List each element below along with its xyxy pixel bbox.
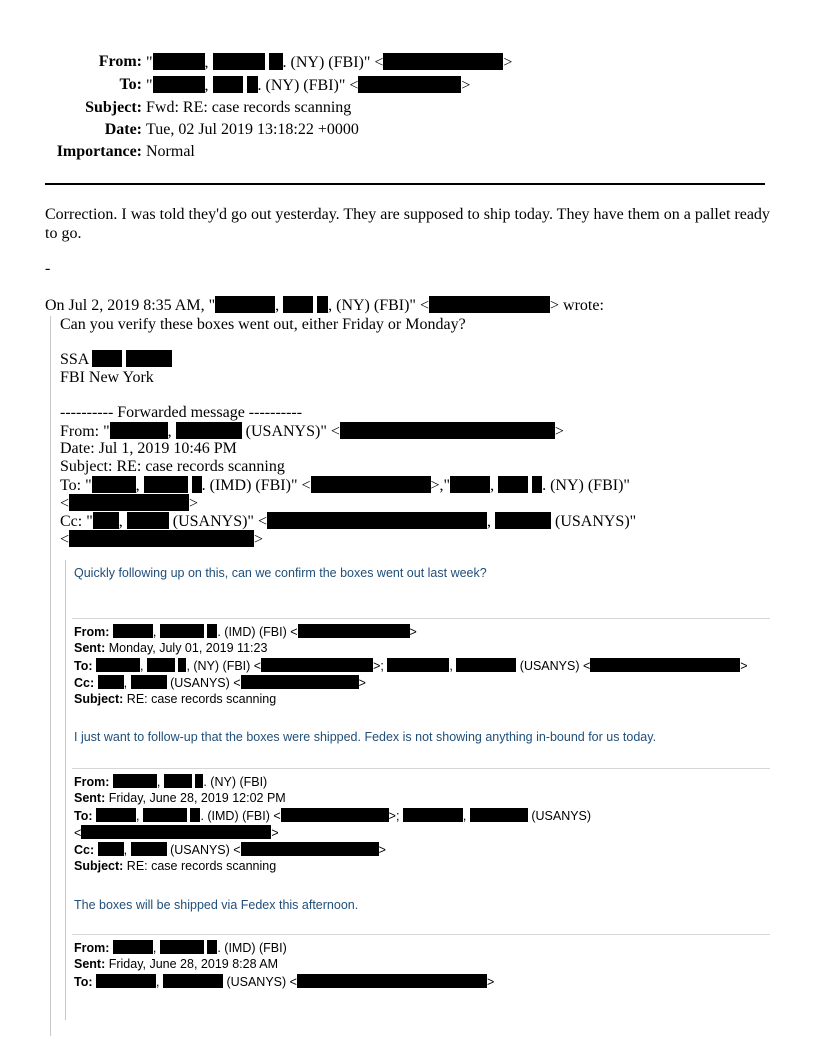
redaction bbox=[147, 658, 175, 672]
redaction bbox=[92, 350, 122, 367]
redaction bbox=[164, 774, 192, 788]
redaction bbox=[98, 675, 124, 689]
msg1-subject-value: RE: case records scanning bbox=[126, 692, 277, 706]
signature-title: SSA bbox=[60, 351, 89, 368]
msg2-body: The boxes will be shipped via Fedex this afternoon. bbox=[74, 898, 359, 912]
fwd-to-mid2: >," bbox=[430, 477, 451, 494]
redaction bbox=[358, 76, 461, 93]
redaction bbox=[96, 658, 140, 672]
redaction bbox=[207, 940, 217, 954]
msg2-to-cont: < > bbox=[74, 826, 279, 840]
msg2-from-label: From: bbox=[74, 775, 110, 789]
redaction bbox=[93, 512, 119, 529]
msg2-cc: Cc: , (USANYS) < > bbox=[74, 843, 386, 857]
msg2-to: To: , . (IMD) (FBI) < >; , (USANYS) bbox=[74, 809, 592, 823]
redaction bbox=[153, 53, 205, 70]
msg3-sent-value: Friday, June 28, 2019 8:28 AM bbox=[108, 957, 279, 971]
msg1-subject bbox=[74, 692, 276, 706]
msg1-to-usanys: (USANYS) < bbox=[519, 659, 591, 673]
forwarded-date: Date: Jul 1, 2019 10:46 PM bbox=[60, 440, 237, 457]
redaction bbox=[470, 808, 528, 822]
redaction bbox=[261, 658, 373, 672]
redaction bbox=[456, 658, 516, 672]
msg1-cc-mid: (USANYS) < bbox=[170, 676, 241, 690]
signature-line2: FBI New York bbox=[60, 369, 154, 386]
redaction bbox=[403, 808, 463, 822]
msg2-to-usanys: (USANYS) bbox=[531, 809, 592, 823]
msg1-to-label: To: bbox=[74, 659, 93, 673]
redaction bbox=[267, 512, 487, 529]
msg1-body: I just want to follow-up that the boxes were shipped. Fedex is not showing anything in-bound for us today. bbox=[74, 730, 657, 744]
redaction bbox=[311, 476, 431, 493]
fwd-from-prefix: From: " bbox=[60, 423, 110, 440]
attribution-mid: , (NY) (FBI)" < bbox=[328, 297, 429, 314]
to-value: " , . (NY) (FBI)" < > bbox=[146, 77, 471, 94]
redaction bbox=[207, 624, 217, 638]
redaction bbox=[81, 825, 271, 839]
msg2-sent-label: Sent: bbox=[74, 791, 106, 805]
msg1-from-label: From: bbox=[74, 625, 110, 639]
message-separator bbox=[72, 934, 770, 935]
redaction bbox=[498, 476, 528, 493]
fwd-to-prefix: To: " bbox=[60, 477, 92, 494]
attribution-suffix: > wrote: bbox=[549, 297, 604, 314]
redaction bbox=[69, 530, 254, 547]
redaction bbox=[298, 624, 410, 638]
signature-line1 bbox=[60, 350, 172, 369]
msg1-sent bbox=[74, 641, 267, 655]
msg1-subject-label: Subject: bbox=[74, 692, 124, 706]
msg1-cc-label: Cc: bbox=[74, 676, 95, 690]
from-text: . (NY) (FBI)" < bbox=[282, 54, 384, 71]
msg2-to-mid: . (IMD) (FBI) < bbox=[200, 809, 281, 823]
redaction bbox=[247, 76, 258, 93]
msg1-sent-value: Monday, July 01, 2019 11:23 bbox=[108, 641, 268, 655]
redaction bbox=[340, 422, 555, 439]
redaction bbox=[297, 974, 487, 988]
msg2-from: From: , . (NY) (FBI) bbox=[74, 775, 268, 789]
redaction bbox=[429, 296, 550, 313]
header-from-row bbox=[0, 53, 816, 73]
importance-label: Importance: bbox=[56, 143, 142, 160]
redaction bbox=[144, 476, 188, 493]
redaction bbox=[241, 675, 359, 689]
redaction bbox=[113, 940, 153, 954]
forwarded-subject: Subject: RE: case records scanning bbox=[60, 458, 285, 475]
redaction bbox=[241, 842, 379, 856]
msg3-to-label: To: bbox=[74, 975, 93, 989]
msg1-from-suffix: . (IMD) (FBI) < bbox=[217, 625, 298, 639]
header-importance-row bbox=[0, 143, 816, 163]
fwd-cc-suffix: (USANYS)" bbox=[554, 513, 637, 530]
redaction bbox=[532, 476, 542, 493]
message-separator bbox=[72, 618, 770, 619]
redaction bbox=[450, 476, 490, 493]
msg2-cc-label: Cc: bbox=[74, 843, 95, 857]
quoted-question: Can you verify these boxes went out, either Friday or Monday? bbox=[60, 316, 466, 333]
redaction bbox=[110, 422, 168, 439]
msg3-from-suffix: . (IMD) (FBI) bbox=[217, 941, 287, 955]
reply-attribution: On Jul 2, 2019 8:35 AM, " , , (NY) (FBI)" < > wrote: bbox=[45, 297, 604, 314]
to-label: To: bbox=[119, 76, 142, 93]
subject-value: Fwd: RE: case records scanning bbox=[146, 99, 352, 116]
msg2-sent bbox=[74, 791, 286, 805]
forwarded-marker: ---------- Forwarded message ---------- bbox=[60, 404, 303, 421]
redaction bbox=[495, 512, 551, 529]
to-text: . (NY) (FBI)" < bbox=[257, 77, 359, 94]
msg1-to: To: , , (NY) (FBI) < >; , (USANYS) < > bbox=[74, 659, 748, 673]
msg1-from: From: , . (IMD) (FBI) < > bbox=[74, 625, 417, 639]
redaction bbox=[96, 974, 156, 988]
redaction bbox=[383, 53, 503, 70]
msg3-from-label: From: bbox=[74, 941, 110, 955]
msg2-from-suffix: . (NY) (FBI) bbox=[203, 775, 268, 789]
redaction bbox=[160, 624, 204, 638]
msg3-from: From: , . (IMD) (FBI) bbox=[74, 941, 287, 955]
redaction bbox=[192, 476, 202, 493]
redaction bbox=[176, 422, 242, 439]
redaction bbox=[269, 53, 283, 70]
date-label: Date: bbox=[104, 121, 142, 138]
redaction bbox=[131, 842, 167, 856]
msg2-to-label: To: bbox=[74, 809, 93, 823]
from-label: From: bbox=[98, 53, 142, 70]
redaction bbox=[153, 76, 205, 93]
fwd-from-suffix: (USANYS)" < bbox=[245, 423, 340, 440]
date-value: Tue, 02 Jul 2019 13:18:22 +0000 bbox=[146, 121, 359, 138]
inner-quote-bar bbox=[65, 560, 66, 1020]
fwd-cc-prefix: Cc: " bbox=[60, 513, 93, 530]
redaction bbox=[92, 476, 136, 493]
body-paragraph: Correction. I was told they'd go out yesterday. They are supposed to ship today. They have them on a pallet ready to go. bbox=[45, 206, 770, 242]
forwarded-from: From: " , (USANYS)" < > bbox=[60, 423, 564, 440]
redaction bbox=[113, 624, 153, 638]
fwd-cc-mid: (USANYS)" < bbox=[172, 513, 267, 530]
fwd-to-suffix: . (NY) (FBI)" bbox=[542, 477, 630, 494]
forwarded-to-cont: < > bbox=[60, 495, 199, 512]
body-dash: - bbox=[45, 260, 51, 277]
header-divider bbox=[45, 183, 765, 185]
subject-label: Subject: bbox=[85, 99, 142, 116]
redaction bbox=[143, 808, 187, 822]
redaction bbox=[131, 675, 167, 689]
redaction bbox=[96, 808, 136, 822]
forwarded-cc-cont: < > bbox=[60, 531, 264, 548]
redaction bbox=[113, 774, 157, 788]
quote-bar bbox=[50, 316, 51, 1036]
redaction bbox=[98, 842, 124, 856]
redaction bbox=[127, 512, 169, 529]
redaction bbox=[163, 974, 223, 988]
msg3-sent bbox=[74, 957, 278, 971]
msg1-sent-label: Sent: bbox=[74, 641, 106, 655]
redaction bbox=[283, 296, 313, 313]
msg3-to: To: , (USANYS) < > bbox=[74, 975, 495, 989]
redaction bbox=[590, 658, 740, 672]
msg2-subject-value: RE: case records scanning bbox=[126, 859, 277, 873]
redaction bbox=[190, 808, 200, 822]
redaction bbox=[213, 76, 243, 93]
fwd-to-mid1: . (IMD) (FBI)" < bbox=[201, 477, 311, 494]
forwarded-cc: Cc: " , (USANYS)" < , (USANYS)" bbox=[60, 513, 637, 530]
msg2-subject bbox=[74, 859, 276, 873]
msg2-sent-value: Friday, June 28, 2019 12:02 PM bbox=[108, 791, 286, 805]
msg2-cc-mid: (USANYS) < bbox=[170, 843, 241, 857]
reply-followup-text: Quickly following up on this, can we confirm the boxes went out last week? bbox=[74, 566, 487, 580]
message-separator bbox=[72, 768, 770, 769]
redaction bbox=[69, 494, 189, 511]
redaction bbox=[126, 350, 172, 367]
redaction bbox=[317, 296, 328, 313]
header-subject-row bbox=[0, 99, 816, 119]
header-to-row bbox=[0, 76, 816, 96]
redaction bbox=[160, 940, 204, 954]
header-date-row bbox=[0, 121, 816, 141]
from-value: " , . (NY) (FBI)" < > bbox=[146, 54, 513, 71]
msg1-to-mid: , (NY) (FBI) < bbox=[186, 659, 262, 673]
msg2-subject-label: Subject: bbox=[74, 859, 124, 873]
importance-value: Normal bbox=[146, 143, 195, 160]
redaction bbox=[281, 808, 389, 822]
msg1-cc: Cc: , (USANYS) < > bbox=[74, 676, 366, 690]
msg3-to-usanys: (USANYS) < bbox=[226, 975, 297, 989]
attribution-prefix: On Jul 2, 2019 8:35 AM, " bbox=[45, 297, 216, 314]
redaction bbox=[387, 658, 449, 672]
redaction bbox=[213, 53, 265, 70]
msg3-sent-label: Sent: bbox=[74, 957, 106, 971]
redaction bbox=[215, 296, 275, 313]
forwarded-to: To: " , . (IMD) (FBI)" < >," , . (NY) (FBI)" bbox=[60, 477, 630, 494]
